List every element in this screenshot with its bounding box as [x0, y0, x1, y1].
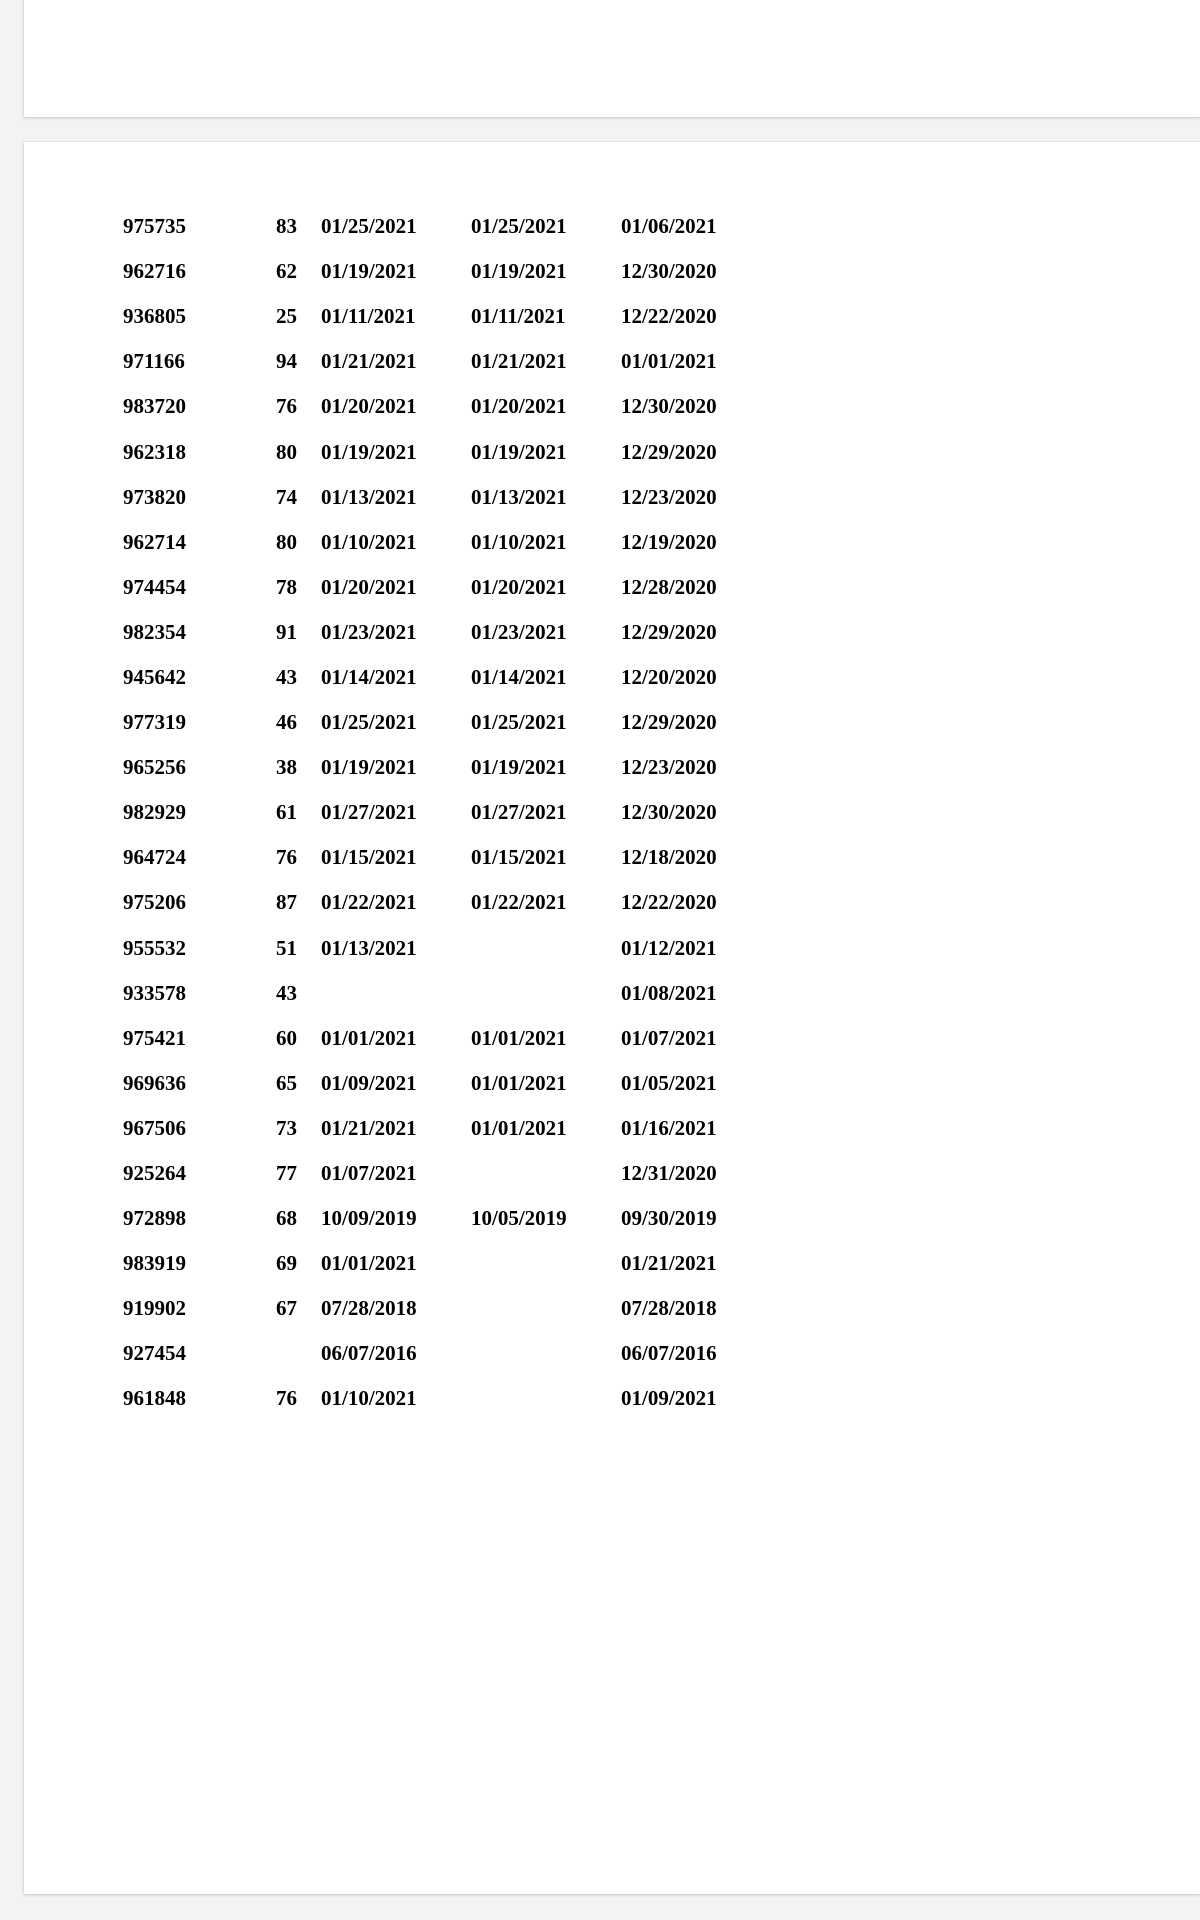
- record-date-3-cell: 12/22/2020: [621, 890, 717, 915]
- record-score-cell: 83: [276, 214, 297, 239]
- record-date-3-cell: 12/22/2020: [621, 304, 717, 329]
- record-date-1-cell: 01/01/2021: [321, 1025, 417, 1050]
- record-date-3-cell: 01/09/2021: [621, 1386, 717, 1411]
- record-date-1-cell: 01/13/2021: [321, 935, 417, 960]
- table-row: [99, 1331, 771, 1376]
- record-date-3-cell: 01/21/2021: [621, 1251, 717, 1276]
- record-score-cell: 43: [276, 980, 297, 1005]
- record-date-2-cell: 10/05/2019: [471, 1206, 567, 1231]
- record-date-1-cell: 01/25/2021: [321, 214, 417, 239]
- record-score-cell: 80: [276, 439, 297, 464]
- record-date-1-cell: [321, 971, 471, 1016]
- record-date-1-cell: 01/19/2021: [321, 439, 417, 464]
- record-date-1-cell: 01/19/2021: [321, 755, 417, 780]
- record-score-cell: 65: [276, 1070, 297, 1095]
- record-score-cell: 94: [276, 349, 297, 374]
- record-date-2-cell: 01/19/2021: [471, 755, 567, 780]
- table-row: [99, 790, 771, 835]
- record-id-cell: 974454: [123, 574, 186, 599]
- record-date-2-cell: 01/14/2021: [471, 664, 567, 689]
- record-score-cell: 43: [276, 664, 297, 689]
- table-row: [99, 339, 771, 384]
- record-score-cell: 76: [276, 1386, 297, 1411]
- record-date-2-cell: [471, 1331, 621, 1376]
- record-date-2-cell: 01/22/2021: [471, 890, 567, 915]
- record-date-3-cell: 01/16/2021: [621, 1115, 717, 1140]
- record-date-1-cell: 01/21/2021: [321, 349, 417, 374]
- record-date-2-cell: 01/15/2021: [471, 845, 567, 870]
- record-date-2-cell: 01/27/2021: [471, 800, 567, 825]
- record-id-cell: 971166: [123, 349, 185, 374]
- record-date-3-cell: 12/30/2020: [621, 800, 717, 825]
- record-date-2-cell: [471, 1376, 621, 1421]
- record-date-2-cell: 01/11/2021: [471, 304, 566, 329]
- record-id-cell: 972898: [123, 1206, 186, 1231]
- table-row: [99, 1286, 771, 1331]
- record-id-cell: 982354: [123, 619, 186, 644]
- record-score-cell: 91: [276, 619, 297, 644]
- table-row: [99, 429, 771, 474]
- record-date-3-cell: 01/08/2021: [621, 980, 717, 1005]
- document-page: [24, 142, 1200, 1894]
- record-id-cell: 983720: [123, 394, 186, 419]
- record-date-2-cell: 01/19/2021: [471, 439, 567, 464]
- record-id-cell: 962318: [123, 439, 186, 464]
- record-id-cell: 982929: [123, 800, 186, 825]
- record-date-3-cell: 12/29/2020: [621, 710, 717, 735]
- record-date-3-cell: 07/28/2018: [621, 1296, 717, 1321]
- record-id-cell: 919902: [123, 1296, 186, 1321]
- record-score-cell: 46: [276, 710, 297, 735]
- record-id-cell: 961848: [123, 1386, 186, 1411]
- table-row: [99, 610, 771, 655]
- record-id-cell: 925264: [123, 1161, 186, 1186]
- record-score-cell: 67: [276, 1296, 297, 1321]
- record-date-1-cell: 01/23/2021: [321, 619, 417, 644]
- record-id-cell: 969636: [123, 1070, 186, 1095]
- record-date-3-cell: 12/31/2020: [621, 1161, 717, 1186]
- record-score-cell: 76: [276, 394, 297, 419]
- record-date-3-cell: 12/23/2020: [621, 755, 717, 780]
- table-row: [99, 880, 771, 925]
- record-date-2-cell: 01/13/2021: [471, 484, 567, 509]
- record-date-1-cell: 01/22/2021: [321, 890, 417, 915]
- record-date-3-cell: 12/20/2020: [621, 664, 717, 689]
- table-row: [99, 1376, 771, 1421]
- record-date-3-cell: 12/19/2020: [621, 529, 717, 554]
- record-score-cell: 76: [276, 845, 297, 870]
- record-date-1-cell: 01/10/2021: [321, 1386, 417, 1411]
- record-id-cell: 965256: [123, 755, 186, 780]
- table-row: [99, 835, 771, 880]
- record-date-1-cell: 01/11/2021: [321, 304, 416, 329]
- record-date-2-cell: 01/20/2021: [471, 394, 567, 419]
- record-id-cell: 962714: [123, 529, 186, 554]
- record-date-2-cell: 01/25/2021: [471, 214, 567, 239]
- record-date-1-cell: 01/20/2021: [321, 394, 417, 419]
- record-id-cell: 977319: [123, 710, 186, 735]
- record-date-3-cell: 12/29/2020: [621, 439, 717, 464]
- record-date-1-cell: 01/21/2021: [321, 1115, 417, 1140]
- record-date-3-cell: 06/07/2016: [621, 1341, 717, 1366]
- table-row: [99, 204, 771, 249]
- record-date-2-cell: 01/23/2021: [471, 619, 567, 644]
- record-date-2-cell: 01/01/2021: [471, 1115, 567, 1140]
- record-score-cell: 74: [276, 484, 297, 509]
- table-row: [99, 1241, 771, 1286]
- record-date-1-cell: 01/01/2021: [321, 1251, 417, 1276]
- record-score-cell: [241, 1331, 321, 1376]
- record-date-3-cell: 12/28/2020: [621, 574, 717, 599]
- record-date-1-cell: 01/10/2021: [321, 529, 417, 554]
- record-date-1-cell: 01/27/2021: [321, 800, 417, 825]
- table-row: [99, 565, 771, 610]
- record-date-2-cell: [471, 1151, 621, 1196]
- record-date-2-cell: 01/19/2021: [471, 259, 567, 284]
- table-row: [99, 1061, 771, 1106]
- record-id-cell: 927454: [123, 1341, 186, 1366]
- record-score-cell: 80: [276, 529, 297, 554]
- record-id-cell: 962716: [123, 259, 186, 284]
- record-date-1-cell: 10/09/2019: [321, 1206, 417, 1231]
- record-date-3-cell: 12/18/2020: [621, 845, 717, 870]
- record-score-cell: 25: [276, 304, 297, 329]
- records-table-body: [99, 204, 771, 1422]
- record-id-cell: 983919: [123, 1251, 186, 1276]
- table-row: [99, 926, 771, 971]
- record-id-cell: 964724: [123, 845, 186, 870]
- record-date-3-cell: 12/29/2020: [621, 619, 717, 644]
- record-id-cell: 975421: [123, 1025, 186, 1050]
- record-date-1-cell: 01/13/2021: [321, 484, 417, 509]
- record-score-cell: 51: [276, 935, 297, 960]
- record-id-cell: 975206: [123, 890, 186, 915]
- table-row: [99, 520, 771, 565]
- record-date-2-cell: [471, 926, 621, 971]
- table-row: [99, 971, 771, 1016]
- record-date-3-cell: 12/30/2020: [621, 394, 717, 419]
- record-id-cell: 973820: [123, 484, 186, 509]
- record-date-1-cell: 01/07/2021: [321, 1161, 417, 1186]
- record-date-1-cell: 01/25/2021: [321, 710, 417, 735]
- record-date-2-cell: 01/20/2021: [471, 574, 567, 599]
- table-row: [99, 475, 771, 520]
- record-date-1-cell: 01/20/2021: [321, 574, 417, 599]
- record-date-2-cell: 01/25/2021: [471, 710, 567, 735]
- record-date-1-cell: 01/19/2021: [321, 259, 417, 284]
- table-row: [99, 384, 771, 429]
- record-id-cell: 955532: [123, 935, 186, 960]
- records-table: [99, 204, 771, 1422]
- record-date-3-cell: 01/07/2021: [621, 1025, 717, 1050]
- record-id-cell: 936805: [123, 304, 186, 329]
- record-score-cell: 69: [276, 1251, 297, 1276]
- record-date-2-cell: [471, 1286, 621, 1331]
- record-date-3-cell: 01/06/2021: [621, 214, 717, 239]
- record-date-3-cell: 01/05/2021: [621, 1070, 717, 1095]
- table-row: [99, 1151, 771, 1196]
- record-id-cell: 945642: [123, 664, 186, 689]
- previous-page: [24, 0, 1200, 117]
- record-date-2-cell: [471, 1241, 621, 1286]
- record-date-2-cell: 01/10/2021: [471, 529, 567, 554]
- table-row: [99, 249, 771, 294]
- table-row: [99, 700, 771, 745]
- record-date-1-cell: 07/28/2018: [321, 1296, 417, 1321]
- record-id-cell: 933578: [123, 980, 186, 1005]
- record-id-cell: 975735: [123, 214, 186, 239]
- record-score-cell: 61: [276, 800, 297, 825]
- record-score-cell: 77: [276, 1161, 297, 1186]
- record-score-cell: 60: [276, 1025, 297, 1050]
- table-row: [99, 745, 771, 790]
- record-date-2-cell: [471, 971, 621, 1016]
- record-score-cell: 87: [276, 890, 297, 915]
- table-row: [99, 294, 771, 339]
- record-date-2-cell: 01/01/2021: [471, 1025, 567, 1050]
- record-date-1-cell: 06/07/2016: [321, 1341, 417, 1366]
- table-row: [99, 1106, 771, 1151]
- record-date-3-cell: 01/12/2021: [621, 935, 717, 960]
- record-date-1-cell: 01/09/2021: [321, 1070, 417, 1095]
- record-date-3-cell: 12/23/2020: [621, 484, 717, 509]
- record-score-cell: 38: [276, 755, 297, 780]
- record-score-cell: 62: [276, 259, 297, 284]
- record-id-cell: 967506: [123, 1115, 186, 1140]
- record-score-cell: 73: [276, 1115, 297, 1140]
- record-date-2-cell: 01/01/2021: [471, 1070, 567, 1095]
- record-date-1-cell: 01/15/2021: [321, 845, 417, 870]
- record-date-2-cell: 01/21/2021: [471, 349, 567, 374]
- record-date-1-cell: 01/14/2021: [321, 664, 417, 689]
- record-date-3-cell: 12/30/2020: [621, 259, 717, 284]
- record-score-cell: 78: [276, 574, 297, 599]
- table-row: [99, 1196, 771, 1241]
- table-row: [99, 1016, 771, 1061]
- record-score-cell: 68: [276, 1206, 297, 1231]
- record-date-3-cell: 01/01/2021: [621, 349, 717, 374]
- record-date-3-cell: 09/30/2019: [621, 1206, 717, 1231]
- table-row: [99, 655, 771, 700]
